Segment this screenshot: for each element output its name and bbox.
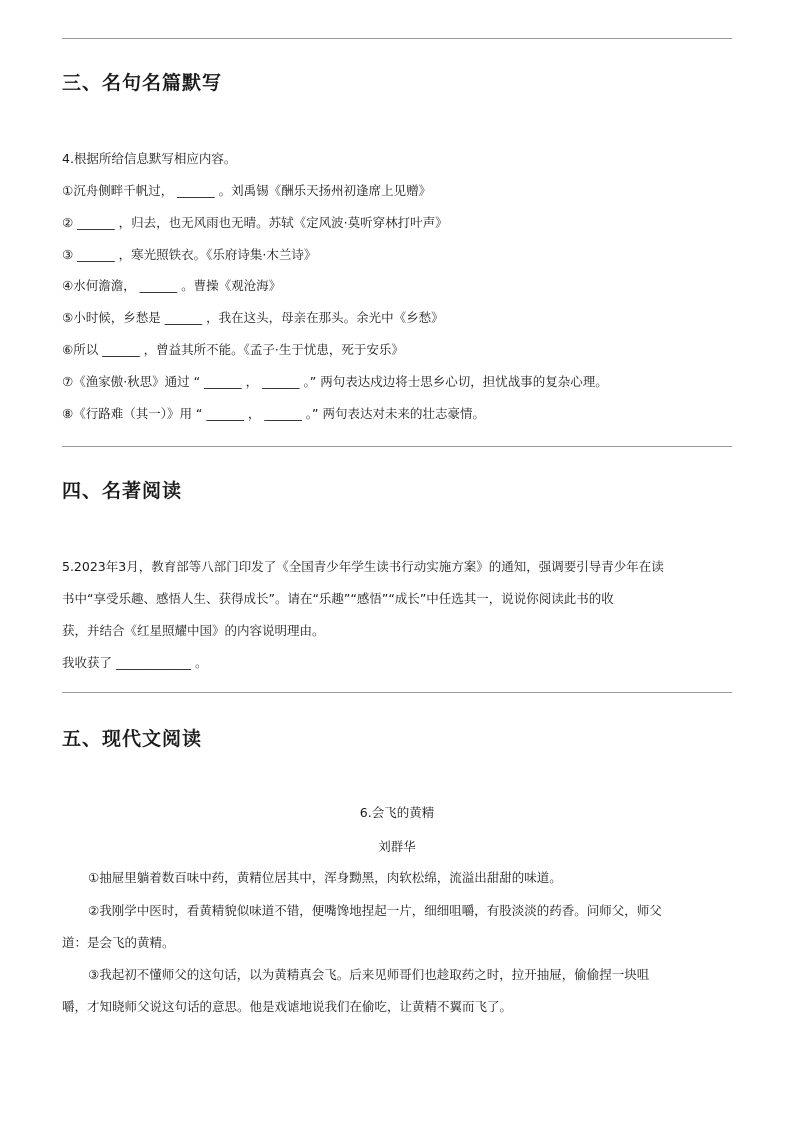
article-paragraph: 道：是会飞的黄精。: [62, 935, 175, 950]
article-title: 6.会飞的黄精: [359, 805, 435, 820]
section-divider: [62, 692, 732, 693]
top-divider: [62, 38, 732, 39]
section-5-heading: 五、现代文阅读: [62, 728, 203, 750]
question-4-item: ⑤小时候，乡愁是 ______ ，我在这头，母亲在那头。余光中《乡愁》: [62, 310, 444, 325]
article-paragraph: 嚼，才知晓师父说这句话的意思。他是戏谑地说我们在偷吃，让黄精不翼而飞了。: [62, 999, 513, 1014]
question-4-item: ② ______ ，归去，也无风雨也无晴。苏轼《定风波·莫听穿林打叶声》: [62, 215, 448, 230]
article-author: 刘群华: [378, 839, 416, 854]
section-4-heading: 四、名著阅读: [62, 480, 183, 502]
question-4-item: ⑧《行路难（其一）》用 “ ______ ， ______ 。” 两句表达对未来的壮志豪情。: [62, 406, 485, 421]
article-paragraph: ③我起初不懂师父的这句话，以为黄精真会飞。后来见师哥们也趁取药之时，拉开抽屉，偷偷捏一块咀: [88, 967, 650, 982]
question-4-item: ④水何澹澹， ______ 。曹操《观沧海》: [62, 278, 282, 293]
question-5-line: 获，并结合《红星照耀中国》的内容说明理由。: [62, 623, 325, 638]
question-4-prompt: 4.根据所给信息默写相应内容。: [62, 151, 237, 166]
question-4-item: ①沉舟侧畔千帆过， ______ 。刘禹锡《酬乐天扬州初逢席上见赠》: [62, 183, 432, 198]
question-5-line: 5.2023年3月，教育部等八部门印发了《全国青少年学生读书行动实施方案》的通知，强调要引导青少年在读: [62, 559, 664, 574]
question-5-line: 书中“享受乐趣、感悟人生、获得成长”。请在“乐趣”“感悟”“成长”中任选其一，说说你阅读此书的收: [62, 591, 614, 606]
section-3-heading: 三、名句名篇默写: [62, 72, 223, 94]
question-5-answer: 我收获了 ____________ 。: [62, 655, 208, 670]
section-divider: [62, 446, 732, 447]
question-4-item: ⑥所以 ______ ，曾益其所不能。《孟子·生于忧患，死于安乐》: [62, 342, 404, 357]
article-paragraph: ②我刚学中医时，看黄精貌似味道不错，便嘴馋地捏起一片，细细咀嚼，有股淡淡的药香。问师父，师父: [88, 903, 662, 918]
question-4-item: ③ ______ ，寒光照铁衣。《乐府诗集·木兰诗》: [62, 247, 317, 262]
article-paragraph: ①抽屉里躺着数百味中药，黄精位居其中，浑身黝黑，肉软松绵，流溢出甜甜的味道。: [88, 870, 562, 885]
question-4-item: ⑦《渔家傲·秋思》通过 “ ______ ， ______ 。” 两句表达戍边将士思乡心切，担忧战事的复杂心理。: [62, 374, 608, 389]
